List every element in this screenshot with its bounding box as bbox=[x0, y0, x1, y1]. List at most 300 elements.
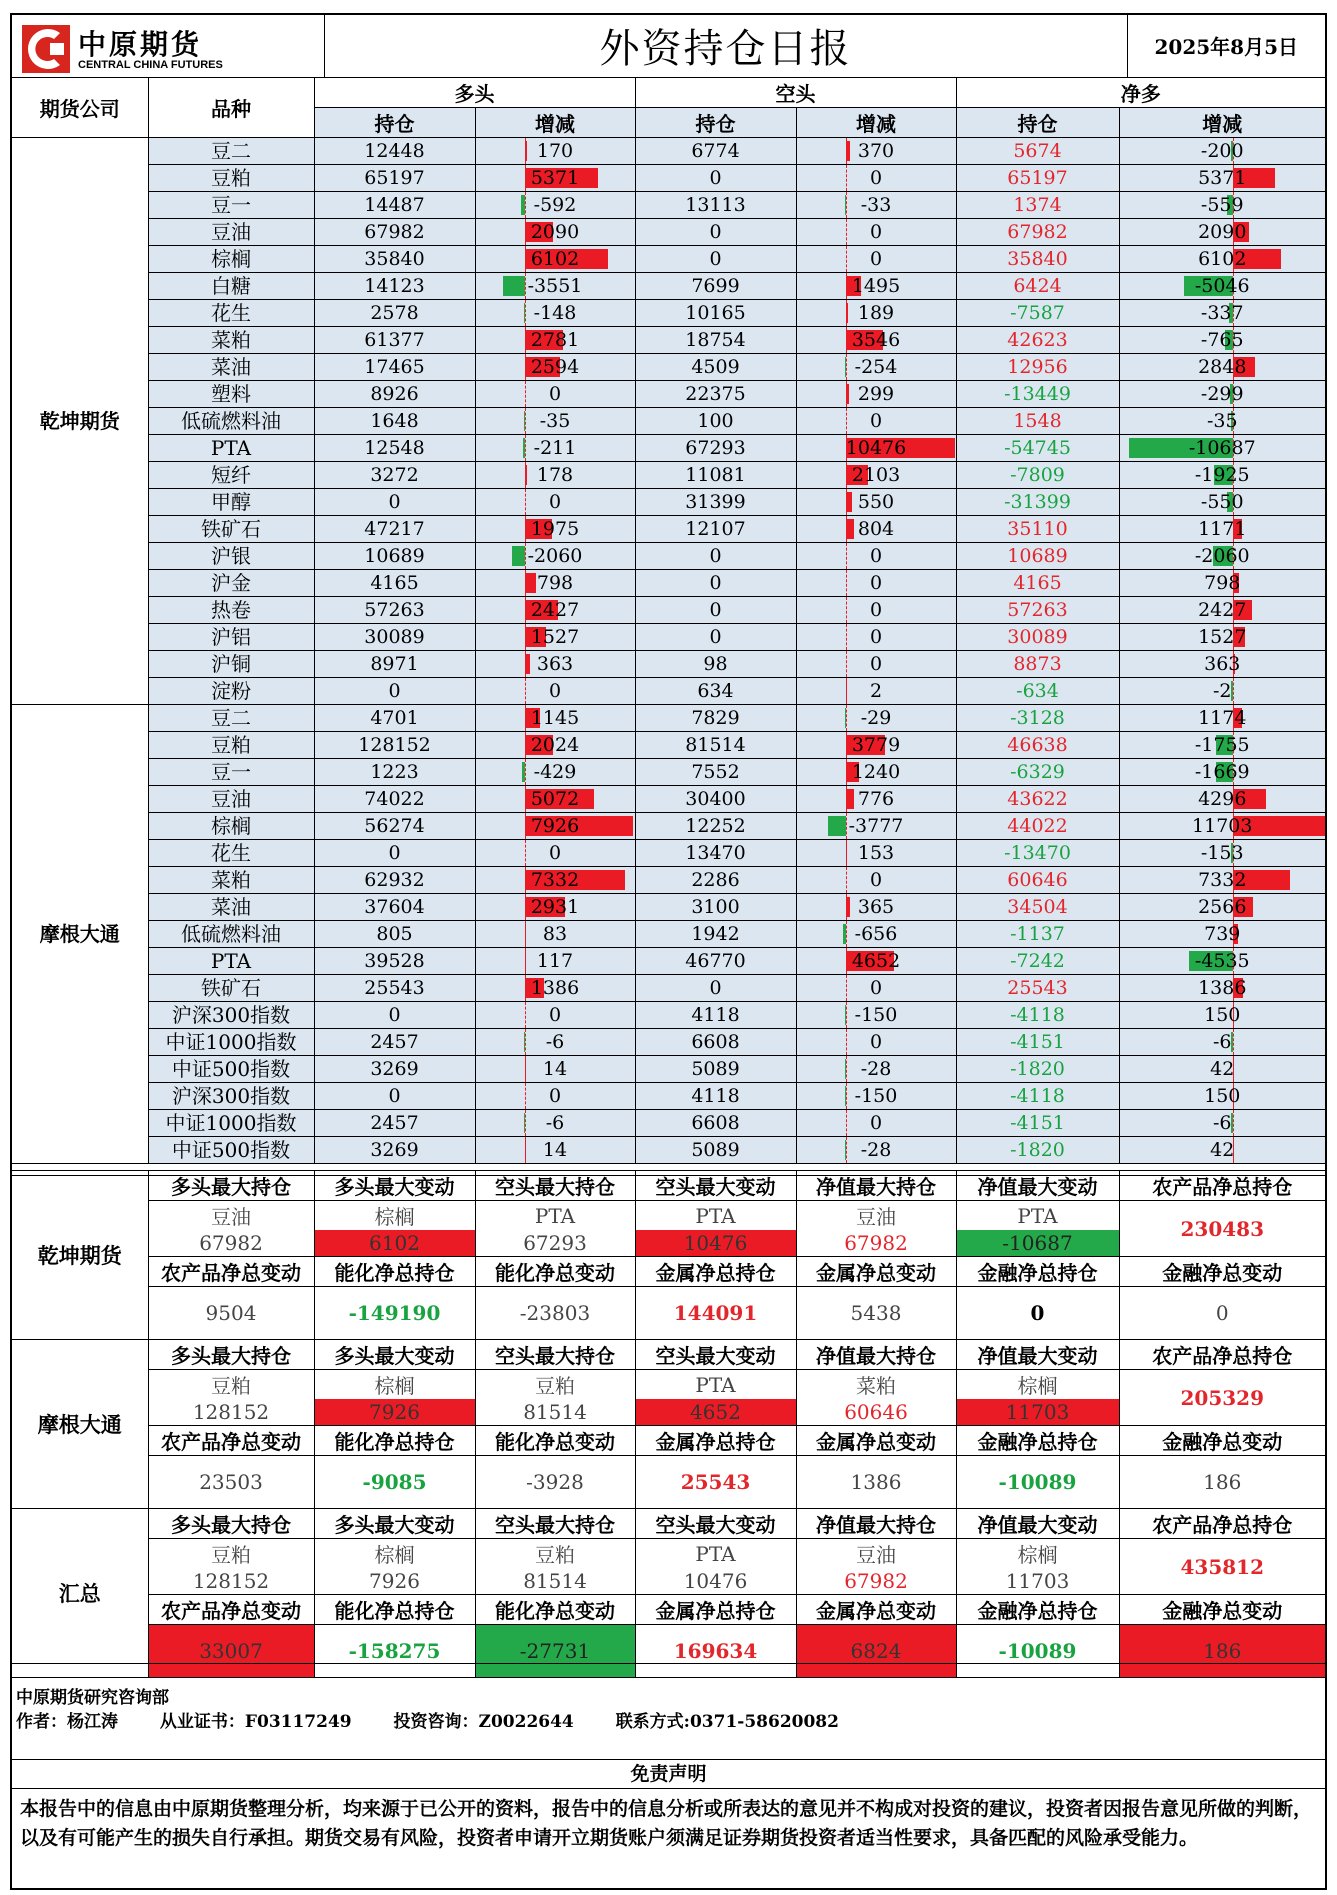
summary-label: 金属净总变动 bbox=[796, 1257, 956, 1287]
zero-axis bbox=[525, 408, 526, 434]
footer-credits bbox=[16, 1710, 1321, 1734]
footer-advisory: 投资咨询：Z0022644 bbox=[393, 1712, 574, 1732]
col-long-change: 增减 bbox=[475, 108, 635, 138]
hold-value: 3272 bbox=[314, 462, 475, 489]
change-value: 0 bbox=[869, 653, 883, 675]
variety-name: 花生 bbox=[148, 300, 314, 327]
change-value: 150 bbox=[1204, 1004, 1241, 1026]
zero-axis bbox=[525, 651, 526, 677]
hold-value: 4165 bbox=[956, 570, 1119, 597]
zero-axis bbox=[846, 840, 847, 866]
change-cell bbox=[1119, 570, 1325, 597]
change-cell bbox=[796, 759, 956, 786]
hold-value: 8971 bbox=[314, 651, 475, 678]
change-cell bbox=[475, 219, 635, 246]
change-cell bbox=[1119, 462, 1325, 489]
summary-value: 60646 bbox=[796, 1399, 956, 1426]
change-value: 83 bbox=[542, 923, 568, 945]
change-value: 1495 bbox=[851, 275, 901, 297]
hold-value: 2578 bbox=[314, 300, 475, 327]
summary-variety: 棕榈 bbox=[314, 1201, 475, 1231]
summary-value: 67982 bbox=[148, 1230, 314, 1257]
summary-total: 25543 bbox=[635, 1456, 796, 1509]
change-value: 4296 bbox=[1198, 788, 1247, 810]
change-cell bbox=[475, 1056, 635, 1083]
change-cell bbox=[796, 651, 956, 678]
hold-value: 4701 bbox=[314, 705, 475, 732]
zero-axis bbox=[525, 975, 526, 1001]
table-row bbox=[12, 354, 1325, 381]
hold-value: -7587 bbox=[956, 300, 1119, 327]
change-cell bbox=[1119, 948, 1325, 975]
change-value: 7332 bbox=[530, 869, 580, 891]
summary-label: 净值最大持仓 bbox=[796, 1340, 956, 1370]
change-cell bbox=[475, 678, 635, 705]
change-cell bbox=[1119, 1002, 1325, 1029]
hold-value: 61377 bbox=[314, 327, 475, 354]
summary-header-row bbox=[12, 1340, 1325, 1370]
summary-label: 能化净总变动 bbox=[475, 1595, 635, 1625]
zero-axis bbox=[525, 462, 526, 488]
change-cell bbox=[796, 219, 956, 246]
zero-axis bbox=[525, 354, 526, 380]
logo-text-cn: 中原期货 bbox=[78, 28, 203, 61]
variety-name: PTA bbox=[148, 948, 314, 975]
change-cell bbox=[475, 624, 635, 651]
zero-axis bbox=[525, 1137, 526, 1163]
disclaimer-title: 免责声明 bbox=[12, 1759, 1325, 1789]
change-value: 2566 bbox=[1198, 896, 1247, 918]
summary-label: 多头最大变动 bbox=[314, 1171, 475, 1201]
summary-variety: 豆粕 bbox=[475, 1370, 635, 1400]
change-value: 2848 bbox=[1198, 356, 1247, 378]
change-cell bbox=[796, 1056, 956, 1083]
variety-name: 中证1000指数 bbox=[148, 1029, 314, 1056]
change-value: -211 bbox=[533, 437, 577, 459]
hold-value: 4118 bbox=[635, 1002, 796, 1029]
change-value: 2427 bbox=[530, 599, 580, 621]
change-value: 150 bbox=[1204, 1085, 1241, 1107]
summary-value: 7926 bbox=[314, 1399, 475, 1426]
zero-axis bbox=[846, 1083, 847, 1109]
hold-value: 65197 bbox=[314, 165, 475, 192]
table-row bbox=[12, 759, 1325, 786]
zero-axis bbox=[525, 786, 526, 812]
change-cell bbox=[796, 138, 956, 165]
change-cell bbox=[475, 300, 635, 327]
change-cell bbox=[475, 1002, 635, 1029]
change-cell bbox=[1119, 300, 1325, 327]
hold-value: 5674 bbox=[956, 138, 1119, 165]
hold-value: 62932 bbox=[314, 867, 475, 894]
change-cell bbox=[1119, 651, 1325, 678]
variety-name: 中证1000指数 bbox=[148, 1110, 314, 1137]
hold-value: 39528 bbox=[314, 948, 475, 975]
summary-variety: PTA bbox=[635, 1370, 796, 1400]
zero-axis bbox=[846, 975, 847, 1001]
change-cell bbox=[475, 570, 635, 597]
change-cell bbox=[475, 732, 635, 759]
increase-bar bbox=[525, 573, 536, 593]
hold-value: 1374 bbox=[956, 192, 1119, 219]
change-cell bbox=[1119, 219, 1325, 246]
change-value: 798 bbox=[536, 572, 574, 594]
col-variety: 品种 bbox=[148, 78, 314, 138]
zero-axis bbox=[525, 732, 526, 758]
change-cell bbox=[475, 597, 635, 624]
summary-label: 能化净总持仓 bbox=[314, 1595, 475, 1625]
hold-value: 0 bbox=[635, 624, 796, 651]
hold-value: 13470 bbox=[635, 840, 796, 867]
zero-axis bbox=[525, 1056, 526, 1082]
change-cell bbox=[1119, 138, 1325, 165]
change-value: 42 bbox=[1210, 1058, 1235, 1080]
hold-value: 634 bbox=[635, 678, 796, 705]
hold-value: 5089 bbox=[635, 1056, 796, 1083]
summary-variety: 菜粕 bbox=[796, 1370, 956, 1400]
variety-name: 豆一 bbox=[148, 192, 314, 219]
hold-value: 8926 bbox=[314, 381, 475, 408]
change-value: 0 bbox=[548, 1085, 562, 1107]
variety-name: 短纤 bbox=[148, 462, 314, 489]
change-value: 7332 bbox=[1198, 869, 1247, 891]
change-value: 0 bbox=[548, 383, 562, 405]
change-value: 1386 bbox=[1198, 977, 1247, 999]
change-value: 189 bbox=[857, 302, 895, 324]
variety-name: 中证500指数 bbox=[148, 1056, 314, 1083]
hold-value: 12548 bbox=[314, 435, 475, 462]
table-row bbox=[12, 138, 1325, 165]
change-cell bbox=[1119, 543, 1325, 570]
summary-value: 10476 bbox=[635, 1568, 796, 1595]
summary-label: 多头最大持仓 bbox=[148, 1171, 314, 1201]
summary-label: 净值最大持仓 bbox=[796, 1509, 956, 1539]
zero-axis bbox=[525, 192, 526, 218]
change-cell bbox=[796, 516, 956, 543]
change-cell bbox=[475, 354, 635, 381]
hold-value: 0 bbox=[635, 975, 796, 1002]
table-row bbox=[12, 381, 1325, 408]
summary-label: 多头最大持仓 bbox=[148, 1509, 314, 1539]
hold-value: 25543 bbox=[956, 975, 1119, 1002]
change-cell bbox=[1119, 759, 1325, 786]
zero-axis bbox=[846, 408, 847, 434]
summary-variety: PTA bbox=[635, 1201, 796, 1231]
summary-value: 6102 bbox=[314, 1230, 475, 1257]
company-name: 摩根大通 bbox=[12, 705, 148, 1164]
variety-name: 沪深300指数 bbox=[148, 1083, 314, 1110]
summary-variety: 豆油 bbox=[796, 1201, 956, 1231]
change-cell bbox=[1119, 327, 1325, 354]
summary-label: 净值最大变动 bbox=[956, 1340, 1119, 1370]
increase-bar bbox=[846, 789, 854, 809]
change-value: -6 bbox=[545, 1031, 565, 1053]
change-cell bbox=[796, 408, 956, 435]
change-cell bbox=[475, 867, 635, 894]
change-value: 0 bbox=[869, 626, 883, 648]
change-value: -1669 bbox=[1194, 761, 1250, 783]
change-value: 0 bbox=[548, 1004, 562, 1026]
table-row bbox=[12, 327, 1325, 354]
change-value: -2060 bbox=[1194, 545, 1250, 567]
change-cell bbox=[1119, 1083, 1325, 1110]
zero-axis bbox=[525, 246, 526, 272]
logo-mark-icon bbox=[20, 23, 72, 75]
change-value: 804 bbox=[857, 518, 895, 540]
table-row bbox=[12, 1002, 1325, 1029]
change-value: -1925 bbox=[1194, 464, 1250, 486]
change-value: 4652 bbox=[851, 950, 901, 972]
zero-axis bbox=[846, 219, 847, 245]
hold-value: 6608 bbox=[635, 1029, 796, 1056]
summary-total: 186 bbox=[1119, 1625, 1325, 1678]
variety-name: 低硫燃料油 bbox=[148, 408, 314, 435]
zero-axis bbox=[525, 759, 526, 785]
change-value: -28 bbox=[860, 1139, 892, 1161]
change-cell bbox=[1119, 273, 1325, 300]
change-cell bbox=[796, 1002, 956, 1029]
zero-axis bbox=[525, 813, 526, 839]
hold-value: -6329 bbox=[956, 759, 1119, 786]
hold-value: 30089 bbox=[314, 624, 475, 651]
change-value: -200 bbox=[1200, 140, 1244, 162]
hold-value: 46770 bbox=[635, 948, 796, 975]
variety-name: 塑料 bbox=[148, 381, 314, 408]
change-cell bbox=[475, 840, 635, 867]
summary-value: 11703 bbox=[956, 1399, 1119, 1426]
change-value: 0 bbox=[548, 680, 562, 702]
table-row bbox=[12, 408, 1325, 435]
hold-value: 65197 bbox=[956, 165, 1119, 192]
summary-label: 净值最大变动 bbox=[956, 1171, 1119, 1201]
summary-label: 空头最大持仓 bbox=[475, 1171, 635, 1201]
summary-variety: 棕榈 bbox=[314, 1539, 475, 1569]
zero-axis bbox=[846, 543, 847, 569]
change-value: 0 bbox=[869, 869, 883, 891]
agri-net-total: 230483 bbox=[1119, 1201, 1325, 1257]
change-value: 178 bbox=[536, 464, 574, 486]
change-value: 0 bbox=[869, 572, 883, 594]
change-value: -153 bbox=[1200, 842, 1244, 864]
change-value: -150 bbox=[854, 1085, 898, 1107]
change-cell bbox=[796, 678, 956, 705]
variety-name: 棕榈 bbox=[148, 246, 314, 273]
zero-axis bbox=[525, 624, 526, 650]
change-cell bbox=[475, 435, 635, 462]
change-cell bbox=[796, 1137, 956, 1164]
change-value: 117 bbox=[536, 950, 574, 972]
change-cell bbox=[796, 462, 956, 489]
col-net-hold: 持仓 bbox=[956, 108, 1119, 138]
variety-name: 豆二 bbox=[148, 705, 314, 732]
hold-value: 0 bbox=[635, 543, 796, 570]
table-row bbox=[12, 300, 1325, 327]
hold-value: 25543 bbox=[314, 975, 475, 1002]
zero-axis bbox=[525, 840, 526, 866]
hold-value: 14487 bbox=[314, 192, 475, 219]
summary-variety: PTA bbox=[956, 1201, 1119, 1231]
hold-value: 12448 bbox=[314, 138, 475, 165]
zero-axis bbox=[846, 894, 847, 920]
change-value: 14 bbox=[542, 1139, 568, 1161]
table-row bbox=[12, 840, 1325, 867]
variety-name: 豆粕 bbox=[148, 165, 314, 192]
change-cell bbox=[1119, 1137, 1325, 1164]
zero-axis bbox=[525, 1110, 526, 1136]
zero-axis bbox=[525, 489, 526, 515]
zero-axis bbox=[846, 354, 847, 380]
hold-value: -31399 bbox=[956, 489, 1119, 516]
summary-table bbox=[12, 1170, 1325, 1678]
summary-names-row bbox=[12, 1370, 1325, 1400]
zero-axis bbox=[525, 435, 526, 461]
hold-value: 3100 bbox=[635, 894, 796, 921]
decrease-bar bbox=[828, 816, 846, 836]
summary-total: 0 bbox=[1119, 1287, 1325, 1340]
change-cell bbox=[1119, 678, 1325, 705]
hold-value: 805 bbox=[314, 921, 475, 948]
change-value: 365 bbox=[857, 896, 895, 918]
summary-value: 67982 bbox=[796, 1230, 956, 1257]
change-cell bbox=[475, 516, 635, 543]
change-value: -337 bbox=[1200, 302, 1244, 324]
summary-label: 净值最大变动 bbox=[956, 1509, 1119, 1539]
hold-value: 12252 bbox=[635, 813, 796, 840]
zero-axis bbox=[846, 732, 847, 758]
change-value: 2 bbox=[869, 680, 883, 702]
change-value: 1240 bbox=[851, 761, 901, 783]
change-value: -254 bbox=[854, 356, 898, 378]
change-value: -4535 bbox=[1194, 950, 1250, 972]
hold-value: -7242 bbox=[956, 948, 1119, 975]
hold-value: -1820 bbox=[956, 1056, 1119, 1083]
summary-label: 空头最大持仓 bbox=[475, 1509, 635, 1539]
change-cell bbox=[1119, 192, 1325, 219]
change-value: -6 bbox=[1212, 1112, 1232, 1134]
table-row bbox=[12, 219, 1325, 246]
change-value: 2090 bbox=[530, 221, 580, 243]
table-row bbox=[12, 489, 1325, 516]
change-cell bbox=[796, 570, 956, 597]
zero-axis bbox=[846, 921, 847, 947]
zero-axis bbox=[846, 1056, 847, 1082]
zero-axis bbox=[525, 381, 526, 407]
change-value: 363 bbox=[536, 653, 574, 675]
zero-axis bbox=[846, 813, 847, 839]
summary-header-row bbox=[12, 1171, 1325, 1201]
report-title: 外资持仓日报 bbox=[324, 15, 1127, 77]
summary-label: 农产品净总变动 bbox=[148, 1257, 314, 1287]
change-cell bbox=[796, 867, 956, 894]
zero-axis bbox=[846, 597, 847, 623]
zero-axis bbox=[846, 516, 847, 542]
summary-label: 多头最大持仓 bbox=[148, 1340, 314, 1370]
change-value: 5072 bbox=[530, 788, 580, 810]
hold-value: 60646 bbox=[956, 867, 1119, 894]
zero-axis bbox=[846, 759, 847, 785]
hold-value: 1648 bbox=[314, 408, 475, 435]
hold-value: 74022 bbox=[314, 786, 475, 813]
hold-value: 0 bbox=[314, 1002, 475, 1029]
summary-value: 67293 bbox=[475, 1230, 635, 1257]
summary-header-row bbox=[12, 1595, 1325, 1625]
change-value: 0 bbox=[869, 1031, 883, 1053]
hold-value: 6608 bbox=[635, 1110, 796, 1137]
summary-label: 空头最大变动 bbox=[635, 1340, 796, 1370]
zero-axis bbox=[525, 597, 526, 623]
hold-value: 98 bbox=[635, 651, 796, 678]
company-logo bbox=[20, 21, 256, 77]
change-cell bbox=[475, 462, 635, 489]
summary-label: 金属净总变动 bbox=[796, 1595, 956, 1625]
hold-value: 57263 bbox=[314, 597, 475, 624]
hold-value: 5089 bbox=[635, 1137, 796, 1164]
hold-value: 13113 bbox=[635, 192, 796, 219]
summary-header-row bbox=[12, 1509, 1325, 1539]
variety-name: 菜油 bbox=[148, 354, 314, 381]
change-value: 170 bbox=[536, 140, 574, 162]
summary-label: 农产品净总持仓 bbox=[1119, 1171, 1325, 1201]
change-value: -33 bbox=[860, 194, 892, 216]
hold-value: 30089 bbox=[956, 624, 1119, 651]
zero-axis bbox=[846, 1110, 847, 1136]
table-row bbox=[12, 1029, 1325, 1056]
hold-value: 67293 bbox=[635, 435, 796, 462]
decrease-bar bbox=[503, 276, 525, 296]
hold-value: 4165 bbox=[314, 570, 475, 597]
hold-value: 0 bbox=[314, 489, 475, 516]
col-long-hold: 持仓 bbox=[314, 108, 475, 138]
hold-value: 0 bbox=[635, 246, 796, 273]
hold-value: 0 bbox=[635, 597, 796, 624]
change-value: 1171 bbox=[1198, 518, 1247, 540]
change-cell bbox=[796, 327, 956, 354]
summary-label: 金融净总持仓 bbox=[956, 1595, 1119, 1625]
summary-label: 金属净总持仓 bbox=[635, 1595, 796, 1625]
summary-value: 81514 bbox=[475, 1568, 635, 1595]
zero-axis bbox=[525, 867, 526, 893]
change-value: 0 bbox=[548, 842, 562, 864]
summary-label: 能化净总持仓 bbox=[314, 1426, 475, 1456]
hold-value: -54745 bbox=[956, 435, 1119, 462]
change-value: 7926 bbox=[530, 815, 580, 837]
change-value: 2103 bbox=[851, 464, 901, 486]
table-row bbox=[12, 705, 1325, 732]
summary-label: 金属净总持仓 bbox=[635, 1426, 796, 1456]
hold-value: 7552 bbox=[635, 759, 796, 786]
change-cell bbox=[475, 651, 635, 678]
variety-name: 豆二 bbox=[148, 138, 314, 165]
variety-name: 豆一 bbox=[148, 759, 314, 786]
change-value: 2024 bbox=[530, 734, 580, 756]
footer-cert: 从业证书：F03117249 bbox=[159, 1712, 352, 1732]
zero-axis bbox=[525, 678, 526, 704]
summary-label: 农产品净总变动 bbox=[148, 1595, 314, 1625]
change-value: 11703 bbox=[1192, 815, 1253, 837]
change-value: 6102 bbox=[1198, 248, 1247, 270]
change-cell bbox=[1119, 732, 1325, 759]
zero-axis bbox=[525, 1002, 526, 1028]
table-row bbox=[12, 435, 1325, 462]
disclaimer-text: 本报告中的信息由中原期货整理分析，均来源于已公开的资料，报告中的信息分析或所表达的意见并不构成对投资的建议，投资者因报告意见所做的判断，以及有可能产生的损失自行承担。期货交易有风险，投资者申请开立期货账户须满足证券期货投资者适当性要求，具备匹配的风险承受能力。 bbox=[20, 1798, 1313, 1849]
change-cell bbox=[1119, 516, 1325, 543]
table-row bbox=[12, 651, 1325, 678]
variety-name: 沪铝 bbox=[148, 624, 314, 651]
change-value: -2060 bbox=[527, 545, 583, 567]
change-cell bbox=[475, 246, 635, 273]
hold-value: 10689 bbox=[314, 543, 475, 570]
summary-total: -27731 bbox=[475, 1625, 635, 1678]
